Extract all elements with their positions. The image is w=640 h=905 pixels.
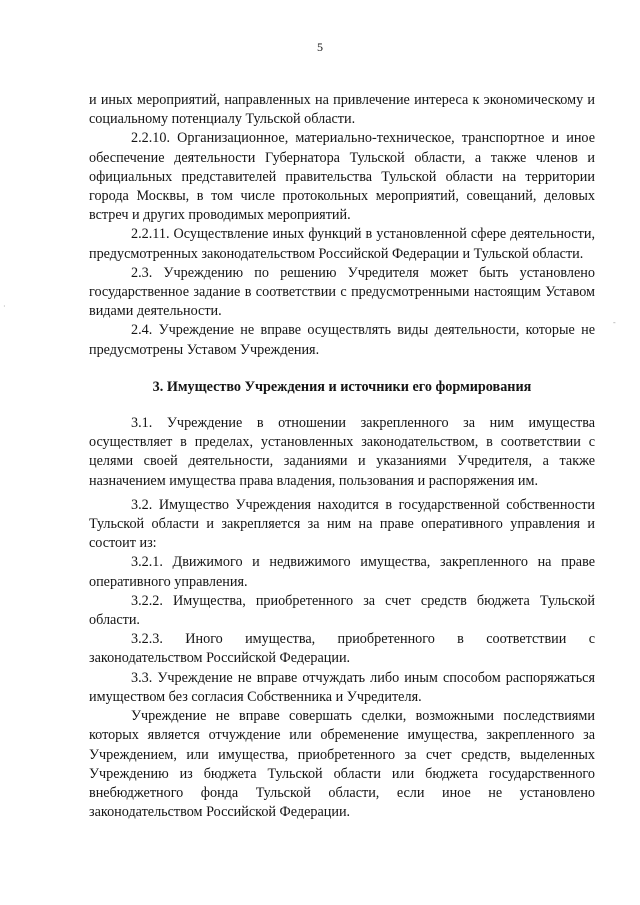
paragraph-transactions: Учреждение не вправе совершать сделки, возможными последствиями которых является отчуждение или обременение имущества, закрепленного за Учреждением, или имущества, приобретенного за счет средств, выделенных Учреждению из бюджета Тульской области или бюджета государственного внебюджетного фонда Тульской области, если иное не установлено законодательством Российской Федерации. xyxy=(89,708,595,821)
scan-dot: · xyxy=(3,302,6,311)
scan-dash: - xyxy=(613,318,616,327)
document-body xyxy=(89,91,595,822)
paragraph-3-2-3: 3.2.3. Иного имущества, приобретенного в соответствии с законодательством Российской Федерации. xyxy=(89,631,595,667)
paragraph-3-2: 3.2. Имущество Учреждения находится в государственной собственности Тульской области и закрепляется за ним на праве оперативного управления и состоит из: xyxy=(89,496,595,552)
paragraph-2-4: 2.4. Учреждение не вправе осуществлять виды деятельности, которые не предусмотрены Уставом Учреждения. xyxy=(89,322,595,358)
paragraph-3-2-2: 3.2.2. Имущества, приобретенного за счет средств бюджета Тульской области. xyxy=(89,592,595,629)
paragraph-2-3: 2.3. Учреждению по решению Учредителя может быть установлено государственное задание в соответствии с предусмотренными настоящим Уставом видами деятельности. xyxy=(89,264,595,320)
paragraph-3-2-1: 3.2.1. Движимого и недвижимого имущества, закрепленного на праве оперативного управления. xyxy=(89,554,595,590)
paragraph-3-1: 3.1. Учреждение в отношении закрепленного за ним имущества осуществляет в пределах, установленных законодательством, в соответствии с целями своей деятельности, заданиями и указаниями Учредителя, а также назначением имущества права владения, пользования и распоряжения им. xyxy=(89,415,595,489)
paragraph-2-2-11: 2.2.11. Осуществление иных функций в установленной сфере деятельности, предусмотренных законодательством Российской Федерации и Тульской области. xyxy=(89,226,595,262)
paragraph-3-3: 3.3. Учреждение не вправе отчуждать либо иным способом распоряжаться имуществом без согласия Собственника и Учредителя. xyxy=(89,669,595,705)
page-number: 5 xyxy=(317,40,323,54)
section-heading: 3. Имущество Учреждения и источники его формирования xyxy=(152,378,532,395)
paragraph-continuation: и иных мероприятий, направленных на привлечение интереса к экономическому и социальному потенциалу Тульской области. xyxy=(89,92,595,128)
paragraph-2-2-10: 2.2.10. Организационное, материально-техническое, транспортное и иное обеспечение деятельности Губернатора Тульской области, а также членов и официальных представителей правительства Тульской области на территории города Москвы, в том числе протокольных мероприятий, совещаний, деловых встреч и других проводимых мероприятий. xyxy=(89,130,595,224)
